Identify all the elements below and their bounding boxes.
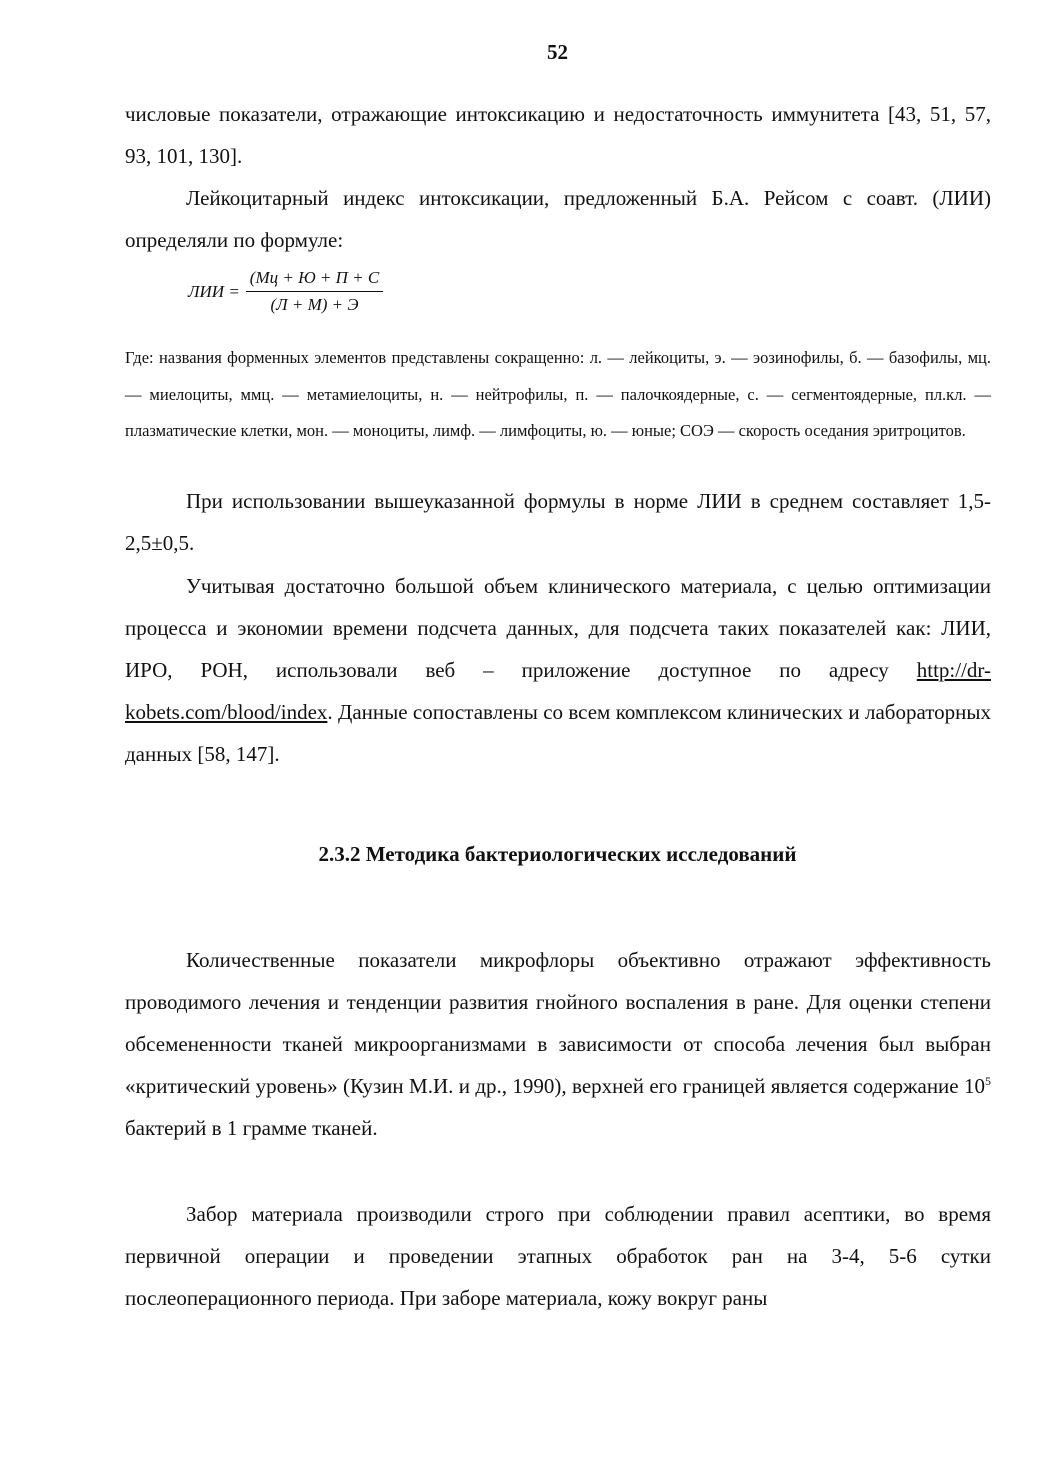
formula-denominator: (Л + М) + Э — [270, 295, 359, 314]
paragraph-web-app — [125, 565, 991, 775]
microflora-text-before: Количественные показатели микрофлоры объективно отражают эффективность проводимого лечения и тенденции развития гнойного воспаления в ране. Для оценки степени обсемененности тканей микроорганизмами в зависимости от способа лечения был выбран «критический уровень» (Кузин М.И. и др., 1990), верхней его границей является содержание 10 — [125, 948, 991, 1098]
web-app-text-before: Учитывая достаточно большой объем клинического материала, с целью оптимизации процесса и экономии времени подсчета данных, для подсчета таких показателей как: ЛИИ, ИРО, РОН, использовали веб – приложение доступное по адресу — [125, 574, 991, 682]
formula-numerator: (Мц + Ю + П + С — [246, 268, 383, 292]
exponent: 5 — [985, 1074, 991, 1088]
formula-lhs: ЛИИ = — [188, 281, 240, 301]
paragraph-lii-intro: Лейкоцитарный индекс интоксикации, предложенный Б.А. Рейсом с соавт. (ЛИИ) определяли по формуле: — [125, 186, 991, 252]
paragraph-intoxication-indicators: числовые показатели, отражающие интоксикацию и недостаточность иммунитета [43, 51, 57, 93, 101, 130]. — [125, 102, 991, 168]
paragraph-material-sampling: Забор материала производили строго при соблюдении правил асептики, во время первичной операции и проведении этапных обработок ран на 3-4, 5-6 сутки послеоперационного периода. При заборе материала, кожу вокруг раны — [125, 1202, 991, 1310]
page-number: 52 — [547, 40, 568, 64]
section-heading: 2.3.2 Методика бактериологических исследований — [318, 842, 797, 866]
lii-formula — [188, 268, 383, 315]
paragraph-microflora — [125, 939, 991, 1149]
abbreviation-note: Где: названия форменных элементов представлены сокращенно: л. — лейкоциты, э. — эозинофилы, б. — базофилы, мц. — миелоциты, ммц. — метамиелоциты, н. — нейтрофилы, п. — палочкоядерные, с. — сегментоядерные, пл.кл. — плазматические клетки, мон. — моноциты, лимф. — лимфоциты, ю. — юные; СОЭ — скорость оседания эритроцитов. — [125, 348, 991, 440]
microflora-text-after: бактерий в 1 грамме тканей. — [125, 1116, 378, 1140]
paragraph-lii-norm: При использовании вышеуказанной формулы в норме ЛИИ в среднем составляет 1,5-2,5±0,5. — [125, 489, 991, 555]
formula-fraction — [246, 268, 383, 315]
web-app-link[interactable]: http://dr-kobets.com/blood/index — [125, 658, 991, 724]
web-app-text-after: . Данные сопоставлены со всем комплексом клинических и лабораторных данных [58, 147]. — [125, 700, 991, 766]
